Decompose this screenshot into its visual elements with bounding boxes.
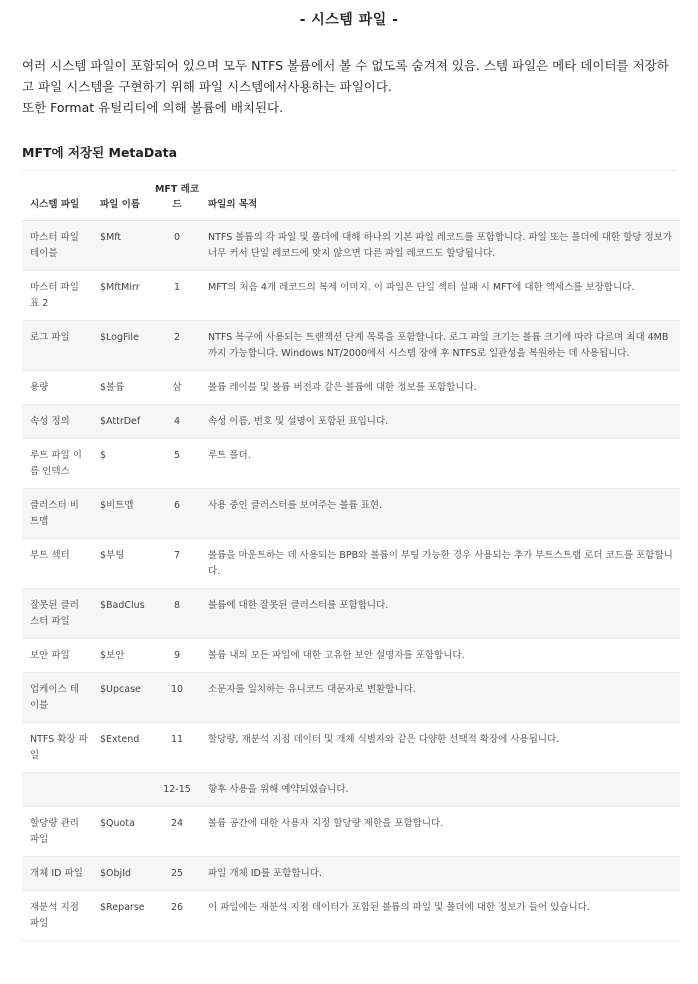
table-row xyxy=(22,439,680,489)
table-row xyxy=(22,321,680,371)
table-row xyxy=(22,773,680,807)
cell-file-name: $AttrDef xyxy=(92,405,154,439)
cell-file-name: $ xyxy=(92,439,154,489)
cell-mft-record: 2 xyxy=(154,321,200,371)
cell-system-file: 업케이스 테이블 xyxy=(22,673,92,723)
cell-mft-record: 24 xyxy=(154,807,200,857)
cell-mft-record: 5 xyxy=(154,439,200,489)
cell-file-name: $Reparse xyxy=(92,891,154,941)
cell-purpose: 향후 사용을 위해 예약되었습니다. xyxy=(200,773,680,807)
cell-system-file: 잘못된 클러스터 파일 xyxy=(22,589,92,639)
system-files-table xyxy=(22,171,680,941)
cell-file-name: $볼륨 xyxy=(92,371,154,405)
cell-mft-record: 26 xyxy=(154,891,200,941)
cell-mft-record: 11 xyxy=(154,723,200,773)
cell-file-name: $보안 xyxy=(92,639,154,673)
cell-file-name: $Mft xyxy=(92,221,154,271)
cell-system-file: 재분석 지점 파일 xyxy=(22,891,92,941)
cell-purpose: 이 파일에는 재분석 지점 데이터가 포함된 볼륨의 파일 및 폴더에 대한 정보가 들어 있습니다. xyxy=(200,891,680,941)
table-row xyxy=(22,271,680,321)
header-system-file: 시스템 파일 xyxy=(22,171,92,221)
table-row xyxy=(22,489,680,539)
cell-file-name: $비트맵 xyxy=(92,489,154,539)
cell-purpose: 파일 개체 ID를 포함합니다. xyxy=(200,857,680,891)
cell-mft-record: 7 xyxy=(154,539,200,589)
cell-mft-record: 6 xyxy=(154,489,200,539)
table-row xyxy=(22,221,680,271)
cell-system-file: 로그 파일 xyxy=(22,321,92,371)
table-header-row xyxy=(22,171,680,221)
table-row xyxy=(22,891,680,941)
intro-paragraph-2: 또한 Format 유틸리티에 의해 볼륨에 배치된다. xyxy=(22,100,284,115)
cell-file-name: $Upcase xyxy=(92,673,154,723)
cell-mft-record: 1 xyxy=(154,271,200,321)
cell-file-name: $BadClus xyxy=(92,589,154,639)
table-row xyxy=(22,673,680,723)
cell-system-file xyxy=(22,773,92,807)
cell-mft-record: 8 xyxy=(154,589,200,639)
header-purpose: 파일의 목적 xyxy=(200,171,680,221)
table-row xyxy=(22,807,680,857)
intro-paragraph-1: 여러 시스템 파일이 포함되어 있으며 모두 NTFS 볼륨에서 볼 수 없도록 숨겨져 있음. 스템 파일은 메타 데이터를 저장하고 파일 시스템을 구현하기 위해 파일 시스템에서사용하는 파일이다. xyxy=(22,58,669,94)
cell-mft-record: 9 xyxy=(154,639,200,673)
page-title: - 시스템 파일 - xyxy=(299,12,399,28)
cell-mft-record: 25 xyxy=(154,857,200,891)
cell-mft-record: 12-15 xyxy=(154,773,200,807)
table-row xyxy=(22,371,680,405)
header-mft-record: MFT 레코드 xyxy=(154,171,200,221)
cell-file-name xyxy=(92,773,154,807)
cell-system-file: NTFS 확장 파일 xyxy=(22,723,92,773)
cell-system-file: 용량 xyxy=(22,371,92,405)
table-row xyxy=(22,539,680,589)
cell-file-name: $ObjId xyxy=(92,857,154,891)
cell-mft-record: 삼 xyxy=(154,371,200,405)
cell-system-file: 개체 ID 파일 xyxy=(22,857,92,891)
cell-system-file: 속성 정의 xyxy=(22,405,92,439)
cell-system-file: 마스터 파일 테이블 xyxy=(22,221,92,271)
cell-purpose: NTFS 복구에 사용되는 트랜잭션 단계 목록을 포함합니다. 로그 파일 크기는 볼륨 크기에 따라 다르며 최대 4MB까지 가능합니다. Windows NT/2000에서 시스템 장애 후 NTFS로 일관성을 복원하는 데 사용됩니다. xyxy=(200,321,680,371)
cell-purpose: 소문자를 일치하는 유니코드 대문자로 변환합니다. xyxy=(200,673,680,723)
table-row xyxy=(22,723,680,773)
table-row xyxy=(22,405,680,439)
cell-file-name: $부팅 xyxy=(92,539,154,589)
cell-system-file: 루트 파일 이름 인덱스 xyxy=(22,439,92,489)
cell-system-file: 부트 섹터 xyxy=(22,539,92,589)
intro-text xyxy=(22,55,676,118)
cell-purpose: 볼륨 레이블 및 볼륨 버전과 같은 볼륨에 대한 정보를 포함합니다. xyxy=(200,371,680,405)
cell-purpose: 루트 폴더. xyxy=(200,439,680,489)
cell-purpose: 할당량, 재분석 지점 데이터 및 개체 식별자와 같은 다양한 선택적 확장에 사용됩니다. xyxy=(200,723,680,773)
cell-file-name: $Extend xyxy=(92,723,154,773)
cell-mft-record: 0 xyxy=(154,221,200,271)
cell-file-name: $LogFile xyxy=(92,321,154,371)
cell-purpose: 볼륨을 마운트하는 데 사용되는 BPB와 볼륨이 부팅 가능한 경우 사용되는 추가 부트스트랩 로더 코드를 포함합니다. xyxy=(200,539,680,589)
cell-system-file: 보안 파일 xyxy=(22,639,92,673)
cell-mft-record: 4 xyxy=(154,405,200,439)
cell-file-name: $MftMirr xyxy=(92,271,154,321)
cell-purpose: 사용 중인 클러스터를 보여주는 볼륨 표현. xyxy=(200,489,680,539)
table-row xyxy=(22,639,680,673)
cell-purpose: NTFS 볼륨의 각 파일 및 폴더에 대해 하나의 기본 파일 레코드를 포함합니다. 파일 또는 폴더에 대한 할당 정보가 너무 커서 단일 레코드에 맞지 않으면 다른 파일 레코드도 할당됩니다. xyxy=(200,221,680,271)
cell-system-file: 클러스터 비트맵 xyxy=(22,489,92,539)
cell-system-file: 할당량 관리 파일 xyxy=(22,807,92,857)
cell-mft-record: 10 xyxy=(154,673,200,723)
table-row xyxy=(22,857,680,891)
cell-system-file: 마스터 파일 표 2 xyxy=(22,271,92,321)
header-file-name: 파일 이름 xyxy=(92,171,154,221)
cell-purpose: MFT의 처음 4개 레코드의 복제 이미지. 이 파일은 단일 섹터 실패 시 MFT에 대한 액세스를 보장합니다. xyxy=(200,271,680,321)
table-row xyxy=(22,589,680,639)
cell-purpose: 볼륨 공간에 대한 사용자 지정 할당량 제한을 포함합니다. xyxy=(200,807,680,857)
section-heading: MFT에 저장된 MetaData xyxy=(22,145,178,160)
cell-file-name: $Quota xyxy=(92,807,154,857)
cell-purpose: 볼륨 내의 모든 파일에 대한 고유한 보안 설명자를 포함합니다. xyxy=(200,639,680,673)
cell-purpose: 볼륨에 대한 잘못된 클러스터를 포함합니다. xyxy=(200,589,680,639)
cell-purpose: 속성 이름, 번호 및 설명이 포함된 표입니다. xyxy=(200,405,680,439)
